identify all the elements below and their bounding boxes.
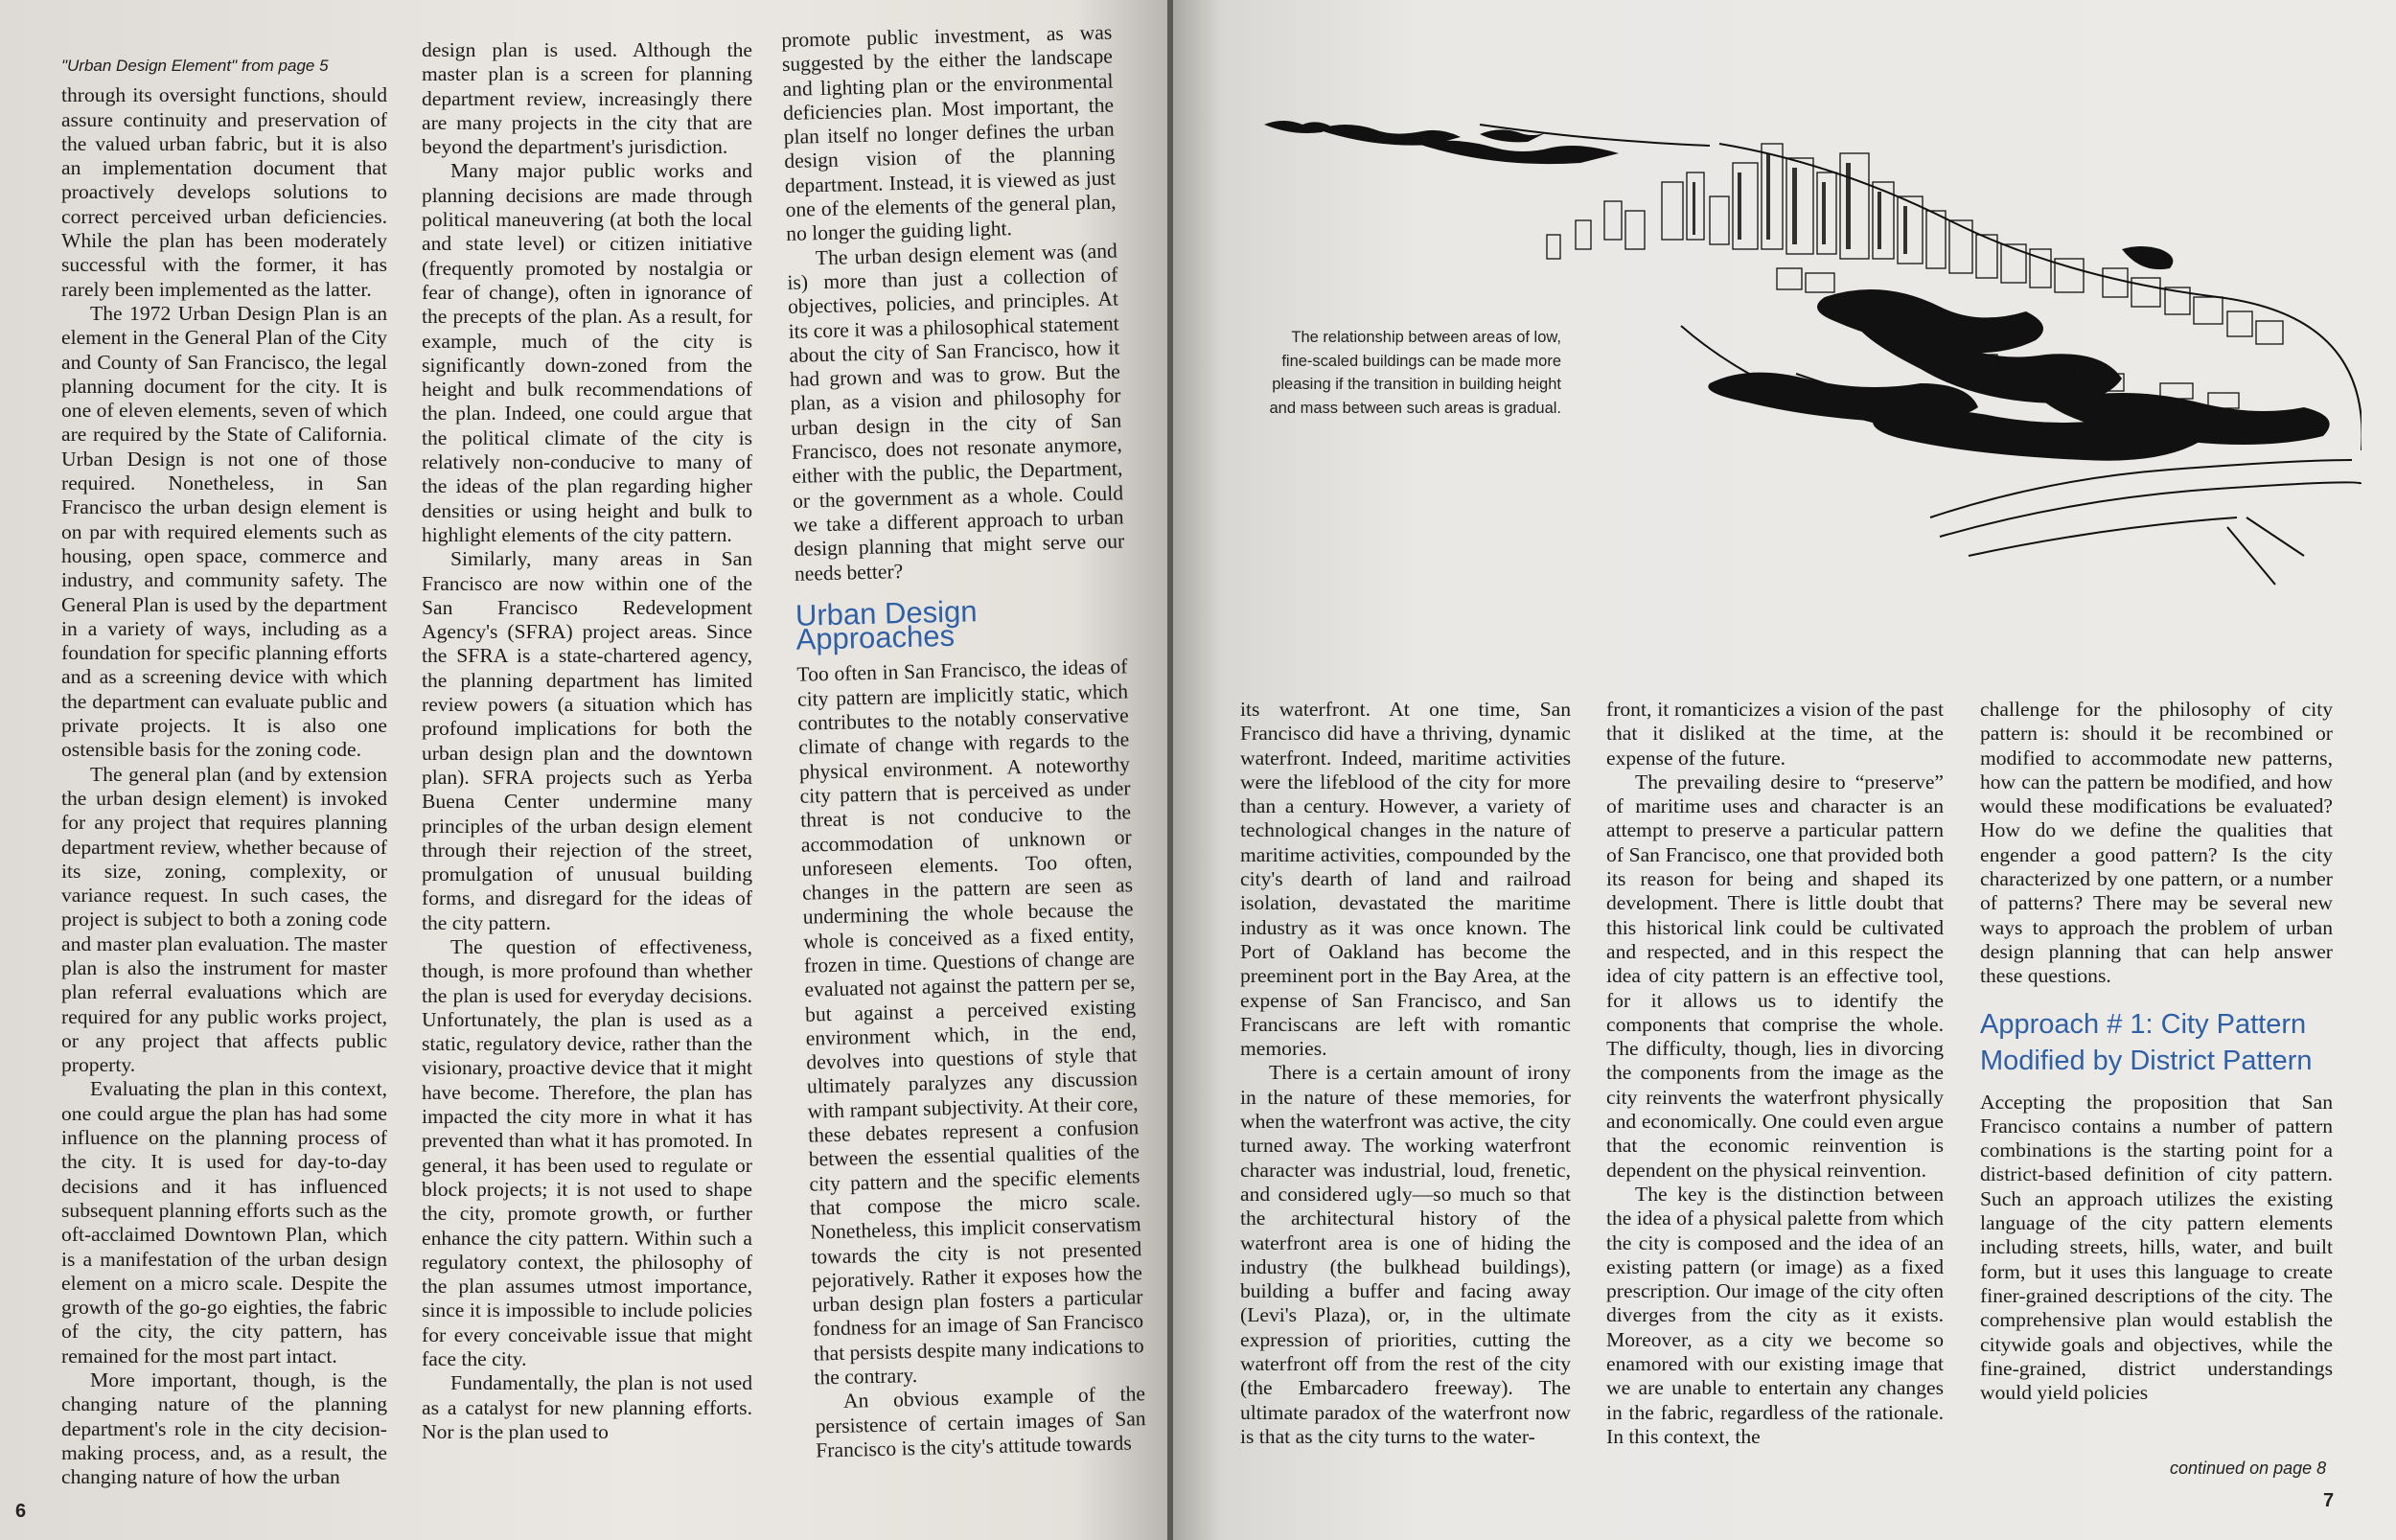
paragraph: The prevailing desire to “preserve” of maritime uses and character is an attempt to preserve a particular pattern of San Francisco, one that provided both its reason for being and shaped its development. There is little doubt that this historical link could be cultivated and respected, and in this respect the idea of city pattern is an effective tool, for it allows us to identify the components that comprise the whole. The difficulty, though, lies in divorcing the components from the image as the city reinvents the waterfront physically and economically. One could even argue that the economic reinvention is dependent on the physical reinvention. bbox=[1606, 770, 1944, 1182]
paragraph: The urban design element was (and is) more than just a collection of objectives, policies, and principles. At its core it was a philosophical statement about the city of San Francisco, how it had grown and was to grow. But the plan, as a vision and philosophy for urban design in the city of San Francisco, does not resonate anymore, either with the public, the Department, or the government as a whole. Could we take a different approach to urban design planning that might serve our needs better? bbox=[787, 239, 1125, 586]
paragraph: The general plan (and by extension the urban design element) is invoked for any project that requires planning department review, whether because of its size, zoning, complexity, or variance request. In such cases, the project is subject to both a zoning code and master plan evaluation. The master plan is also the instrument for master plan referral evaluations which are required for any public works project, or any project that affects public property. bbox=[61, 762, 387, 1077]
paragraph: front, it romanticizes a vision of the past that it disliked at the time, at the expense of the future. bbox=[1606, 698, 1944, 770]
paragraph: Fundamentally, the plan is not used as a catalyst for new planning efforts. Nor is the plan used to bbox=[422, 1371, 752, 1443]
left-column-1 bbox=[61, 54, 387, 1490]
section-heading: Approach # 1: City Pattern Modified by District Pattern bbox=[1980, 1008, 2313, 1076]
paragraph: its waterfront. At one time, San Francisco did have a thriving, dynamic waterfront. Indeed, maritime activities were the lifeblood of the city for more than a century. However, a variety of technological changes in the nature of maritime activities, compounded by the city's dearth of land and railroad isolation, devastated the maritime industry as it was once known. The Port of Oakland has become the preeminent port in the Bay Area, at the expense of San Francisco, and San Franciscans are left with romantic memories. bbox=[1240, 698, 1571, 1061]
right-column-2 bbox=[1606, 698, 1944, 1449]
page-number: 7 bbox=[2323, 1490, 2335, 1511]
paragraph: design plan is used. Although the master plan is a screen for planning department review, increasingly there are many projects in the city that are beyond the department's jurisdiction. bbox=[422, 38, 752, 159]
figure-caption: The relationship between areas of low, fine-scaled buildings can be made more pleasing if the transition in building height and mass between such areas is gradual. bbox=[1269, 329, 1561, 417]
paragraph: through its oversight functions, should assure continuity and preservation of the valued urban fabric, but it is also an implementation document that proactively develops solutions to correct perceived urban deficiencies. While the plan has been moderately successful with the former, it has rarely been implemented as the latter. bbox=[61, 83, 387, 301]
paragraph: An obvious example of the persistence of certain images of San Francisco is the city's attitude towards bbox=[815, 1382, 1146, 1462]
paragraph: There is a certain amount of irony in the nature of these memories, for when the waterfront was active, the city turned away. The working waterfront character was industrial, loud, frenetic, and considered ugly—so much so that the architectural history of the waterfront area is one of hiding the industry (the bulkhead buildings), building a buffer and facing away (Levi's Plaza), or, in the ultimate expression of priorities, cutting the waterfront off from the rest of the city (the Embarcadero freeway). The ultimate paradox of the waterfront now is that as the city turns to the water- bbox=[1240, 1061, 1571, 1448]
right-column-3 bbox=[1980, 698, 2333, 1405]
left-column-3 bbox=[781, 21, 1146, 1463]
left-page bbox=[0, 0, 1167, 1540]
running-head: "Urban Design Element" from page 5 bbox=[61, 57, 329, 75]
continued-note: continued on page 8 bbox=[2170, 1459, 2327, 1478]
right-page bbox=[1173, 0, 2396, 1540]
paragraph: Many major public works and planning decisions are made through political maneuvering (at both the local and state level) or citizen initiative (frequently promoted by nostalgia or fear of change), often in ignorance of the precepts of the plan. As a result, for example, much of the city is significantly down-zoned from the height and bulk recommendations of the plan. Indeed, one could argue that the political climate of the city is relatively non-conducive to many of the ideas of the plan regarding higher densities or using height and bulk to highlight elements of the city pattern. bbox=[422, 159, 752, 546]
paragraph: Similarly, many areas in San Francisco are now within one of the San Francisco Redevelopment Agency's (SFRA) project areas. Since the SFRA is a state-chartered agency, the planning department has limited review powers (a situation which has profound implications for both the urban design plan and the downtown plan). SFRA projects such as Yerba Buena Center undermine many principles of the urban design element through their rejection of the street, promulgation of unusual building forms, and disregard for the ideas of the city pattern. bbox=[422, 547, 752, 934]
paragraph: Evaluating the plan in this context, one could argue the plan has had some influence on the planning process of the city. It is used for day-to-day decisions and it has influenced subsequent planning efforts such as the oft-acclaimed Downtown Plan, which is a manifestation of the urban design element on a micro scale. Despite the growth of the go-go eighties, the fabric of the city, the city pattern, has remained for the most part intact. bbox=[61, 1077, 387, 1368]
page-number: 6 bbox=[15, 1501, 27, 1522]
left-column-2 bbox=[422, 38, 752, 1444]
right-column-1 bbox=[1240, 698, 1571, 1449]
paragraph: More important, though, is the changing nature of the planning department's role in the city decision-making process, and, as a result, the changing nature of how the urban bbox=[61, 1368, 387, 1489]
paragraph: promote public investment, as was suggested by the either the landscape and lighting plan or the environmental deficiencies plan. Most important, the plan itself no longer defines the urban design vision of the planning department. Instead, it is viewed as just one of the elements of the general plan, no longer the guiding light. bbox=[781, 20, 1117, 246]
paragraph: Accepting the proposition that San Francisco contains a number of pattern combinations is the starting point for a district-based definition of city pattern. Such an approach utilizes the existing language of the city pattern elements including streets, hills, water, and built form, but it uses this language to create finer-grained descriptions of the city. The comprehensive plan would establish the citywide goals and objectives, while the fine-grained, district understandings would yield policies bbox=[1980, 1090, 2333, 1405]
paragraph: The question of effectiveness, though, is more profound than whether the plan is used for everyday decisions. Unfortunately, the plan is used as a static, regulatory device, rather than the visionary, proactive device that it might have become. Therefore, the plan has impacted the city more in what it has prevented than what it has promoted. In general, it has been used to regulate or block projects; it is not used to shape the city, promote growth, or further enhance the city pattern. Within such a regulatory context, the philosophy of the plan assumes utmost importance, since it is impossible to include policies for every conceivable issue that might face the city. bbox=[422, 934, 752, 1371]
paragraph: The key is the distinction between the idea of a physical palette from which the city is composed and the idea of an existing pattern (or image) as a fixed prescription. Our image of the city often diverges from the city as it exists. Moreover, as a city we become so enamored with our existing image that we are unable to entertain any changes in the fabric, regardless of the rationale. In this context, the bbox=[1606, 1182, 1944, 1448]
paragraph: The 1972 Urban Design Plan is an element in the General Plan of the City and County of San Francisco, the legal planning document for the city. It is one of eleven elements, seven of which are required by the State of California. Urban Design is not one of those required. Nonetheless, in San Francisco the urban design element is on par with required elements such as housing, open space, commerce and industry, and community safety. The General Plan is used by the department in a variety of ways, including as a foundation for specific planning efforts and as a screening device with which the department can evaluate public and private projects. It is also one ostensible basis for the zoning code. bbox=[61, 301, 387, 762]
paragraph: Too often in San Francisco, the ideas of city pattern are implicitly static, which contributes to the notably conservative climate of change with regards to the physical environment. A noteworthy city pattern that is perceived as under threat is not conducive to the accommodation of unknown or unforeseen elements. Too often, changes in the pattern are seen as undermining the whole because the whole is conceived as a fixed entity, frozen in time. Questions of change are evaluated not against the pattern per se, but against a perceived existing environment which, in the end, devolves into questions of style that ultimately paralyzes any discussion with rampant subjectivity. At their core, these debates represent a confusion between the essential qualities of the city pattern and the specific elements that compose the micro scale. Nonetheless, this implicit conservatism towards the city is not presented pejoratively. Rather it exposes how the urban design plan fosters a particular fondness for an image of San Francisco that persists despite many indications to the contrary. bbox=[796, 655, 1144, 1390]
section-heading: Urban Design Approaches bbox=[795, 594, 978, 656]
paragraph: challenge for the philosophy of city pattern is: should it be recombined or modified to accommodate new patterns, how can the pattern be modified, and how would these modifications be evaluated? How do we define the qualities that engender a good pattern? Is the city characterized by one pattern, or a number of patterns? There may be several new ways to approach the problem of urban design planning that can help answer these questions. bbox=[1980, 698, 2333, 988]
